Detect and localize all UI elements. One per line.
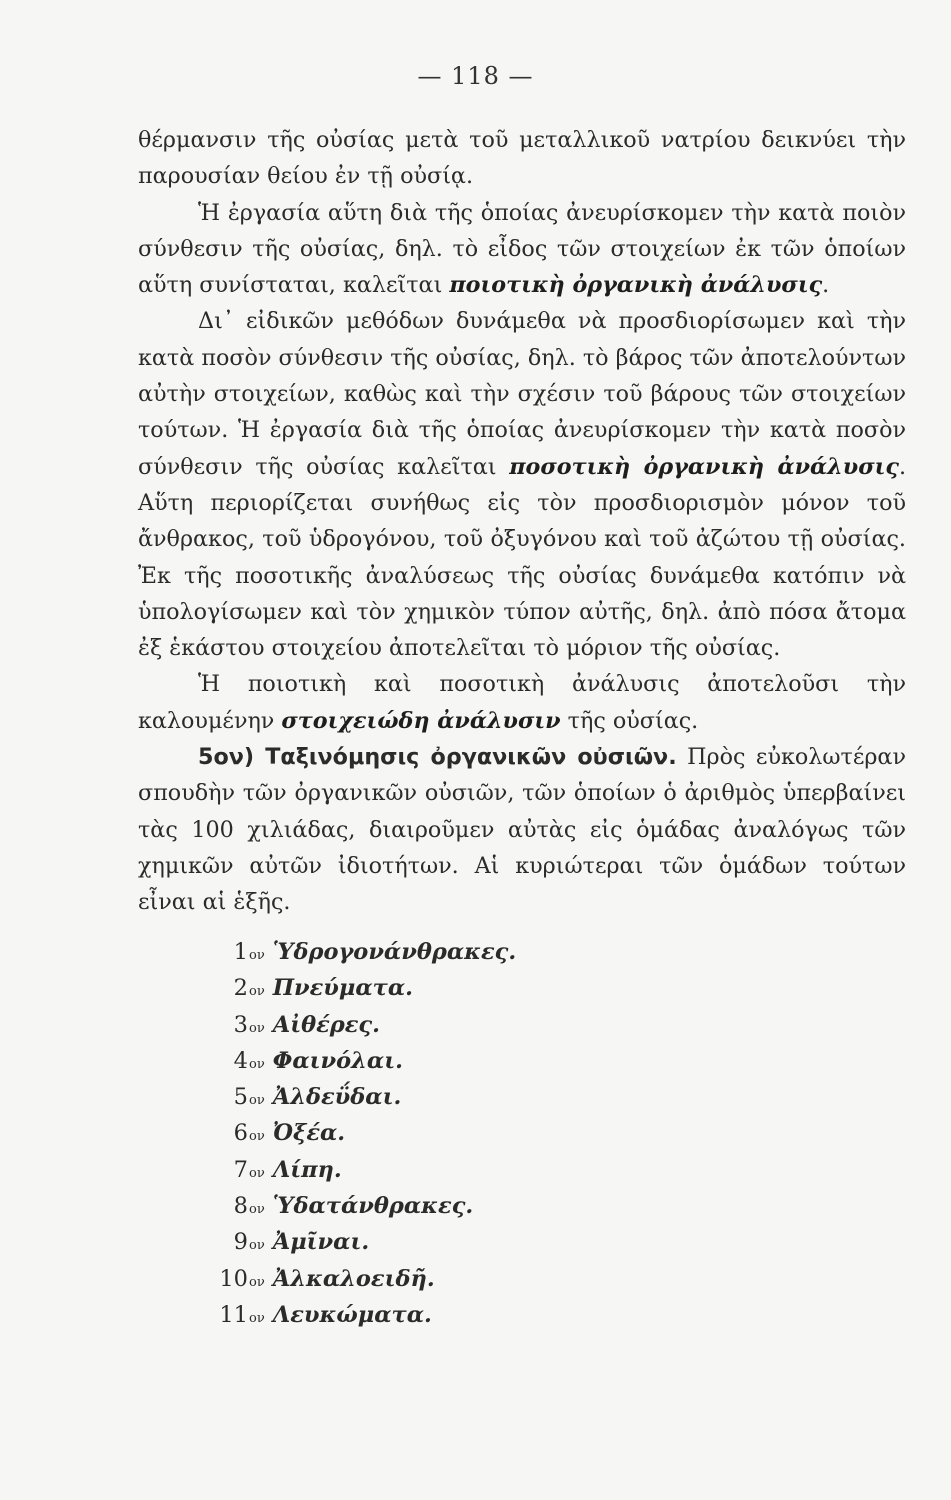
group-name: Ἀμῖναι. bbox=[272, 1229, 370, 1256]
text-run: Πρὸς εὐκολωτέραν σπουδὴν τῶν ὀργανικῶν οὐσιῶν, τῶν ὁποίων ὁ ἀριθμὸς ὑπερβαίνει τὰς 100 χιλιάδας, διαιροῦμεν αὐτὰς εἰς ὁμάδας ἀναλόγως τῶν χημικῶν αὐτῶν ἰδιοτήτων. Αἱ κυριώτεραι τῶν ὁμάδων τούτων εἶναι αἱ ἑξῆς. bbox=[138, 744, 906, 916]
emphasized-term: στοιχειώδη ἀνάλυσιν bbox=[281, 707, 561, 734]
group-name: Πνεύματα. bbox=[272, 975, 413, 1002]
emphasized-term: ποιοτικὴ ὀργανικὴ ἀνάλυσις bbox=[449, 272, 823, 299]
list-number: 8 bbox=[233, 1193, 248, 1220]
group-name: Λίπη. bbox=[272, 1156, 342, 1183]
list-item bbox=[208, 1297, 516, 1333]
list-item bbox=[208, 970, 516, 1006]
group-name: Ἀλκαλοειδῆ. bbox=[272, 1265, 435, 1292]
list-number: 2 bbox=[233, 975, 248, 1002]
list-item bbox=[208, 1079, 516, 1115]
group-name: Φαινόλαι. bbox=[272, 1047, 403, 1074]
ordinal-suffix: ον bbox=[249, 1093, 265, 1109]
organic-groups-list bbox=[208, 934, 516, 1333]
paragraph bbox=[138, 122, 906, 195]
ordinal-suffix: ον bbox=[249, 1129, 265, 1145]
page-number: — 118 — bbox=[417, 62, 534, 90]
group-name: Ὀξέα. bbox=[272, 1120, 346, 1147]
ordinal-suffix: ον bbox=[249, 1310, 265, 1326]
list-number: 7 bbox=[233, 1156, 248, 1183]
list-item bbox=[208, 1188, 516, 1224]
list-number: 3 bbox=[233, 1011, 248, 1038]
group-name: Αἰθέρες. bbox=[272, 1011, 380, 1038]
text-run: Δι᾽ εἰδικῶν μεθόδων δυνάμεθα νὰ προσδιορίσωμεν καὶ τὴν κατὰ ποσὸν σύνθεσιν τῆς οὐσίας, δηλ. τὸ βάρος τῶν ἀποτελούντων αὐτὴν στοιχείων, καθὼς καὶ τὴν σχέσιν τοῦ βάρους τῶν στοιχείων τούτων. Ἡ ἐργασία διὰ τῆς ὁποίας ἀνευρίσκομεν τὴν κατὰ ποσὸν σύνθεσιν τῆς οὐσίας καλεῖται bbox=[138, 308, 906, 480]
list-number: 4 bbox=[233, 1047, 248, 1074]
text-run: Ἡ ποιοτικὴ καὶ ποσοτικὴ ἀνάλυσις ἀποτελοῦσι τὴν καλουμένην bbox=[138, 671, 906, 734]
list-item bbox=[208, 1115, 516, 1151]
list-item bbox=[208, 1152, 516, 1188]
ordinal-suffix: ον bbox=[249, 1020, 265, 1036]
group-name: Ὑδατάνθρακες. bbox=[272, 1193, 474, 1220]
ordinal-suffix: ον bbox=[249, 1238, 265, 1254]
ordinal-suffix: ον bbox=[249, 1202, 265, 1218]
list-item bbox=[208, 1007, 516, 1043]
list-number: 9 bbox=[233, 1229, 248, 1256]
paragraph bbox=[138, 303, 906, 666]
text-run: τῆς οὐσίας. bbox=[560, 707, 699, 734]
paragraph bbox=[138, 195, 906, 304]
ordinal-suffix: ον bbox=[249, 1056, 265, 1072]
list-item bbox=[208, 934, 516, 970]
list-number: 10 bbox=[219, 1265, 248, 1292]
list-number: 5 bbox=[233, 1084, 248, 1111]
section-heading: 5ον) Ταξινόμησις ὀργανικῶν οὐσιῶν. bbox=[198, 744, 677, 771]
paragraph bbox=[138, 666, 906, 739]
text-run: θέρμανσιν τῆς οὐσίας μετὰ τοῦ μεταλλικοῦ νατρίου δεικνύει τὴν παρουσίαν θείου ἐν τῇ οὐσίᾳ. bbox=[138, 127, 906, 190]
ordinal-suffix: ον bbox=[249, 1165, 265, 1181]
text-run: Ἡ ἐργασία αὕτη διὰ τῆς ὁποίας ἀνευρίσκομεν τὴν κατὰ ποιὸν σύνθεσιν τῆς οὐσίας, δηλ. τὸ εἶδος τῶν στοιχείων ἐκ τῶν ὁποίων αὕτη συνίσταται, καλεῖται bbox=[138, 199, 906, 299]
text-run: . Αὕτη περιορίζεται συνήθως εἰς τὸν προσδιορισμὸν μόνον τοῦ ἄνθρακος, τοῦ ὑδρογόνου, τοῦ ὀξυγόνου καὶ τοῦ ἀζώτου τῇ οὐσίας. Ἐκ τῆς ποσοτικῆς ἀναλύσεως τῆς οὐσίας δυνάμεθα κατόπιν νὰ ὑπολογίσωμεν καὶ τὸν χημικὸν τύπον αὐτῆς, δηλ. ἀπὸ πόσα ἄτομα ἐξ ἑκάστου στοιχείου ἀποτελεῖται τὸ μόριον τῆς οὐσίας. bbox=[138, 453, 907, 662]
list-number: 11 bbox=[219, 1301, 248, 1328]
ordinal-suffix: ον bbox=[249, 1274, 265, 1290]
list-item bbox=[208, 1224, 516, 1260]
list-item bbox=[208, 1043, 516, 1079]
list-number: 6 bbox=[233, 1120, 248, 1147]
body-text bbox=[138, 122, 906, 921]
emphasized-term: ποσοτικὴ ὀργανικὴ ἀνάλυσις bbox=[509, 453, 899, 480]
text-run: . bbox=[822, 272, 830, 299]
group-name: Ὑδρογονάνθρακες. bbox=[272, 939, 517, 965]
group-name: Ἀλδεΰδαι. bbox=[272, 1084, 402, 1111]
list-item bbox=[208, 1261, 516, 1297]
ordinal-suffix: ον bbox=[249, 948, 265, 963]
group-name: Λευκώματα. bbox=[272, 1301, 432, 1328]
list-number: 1 bbox=[233, 939, 248, 965]
ordinal-suffix: ον bbox=[249, 984, 265, 1000]
paragraph bbox=[138, 739, 906, 920]
